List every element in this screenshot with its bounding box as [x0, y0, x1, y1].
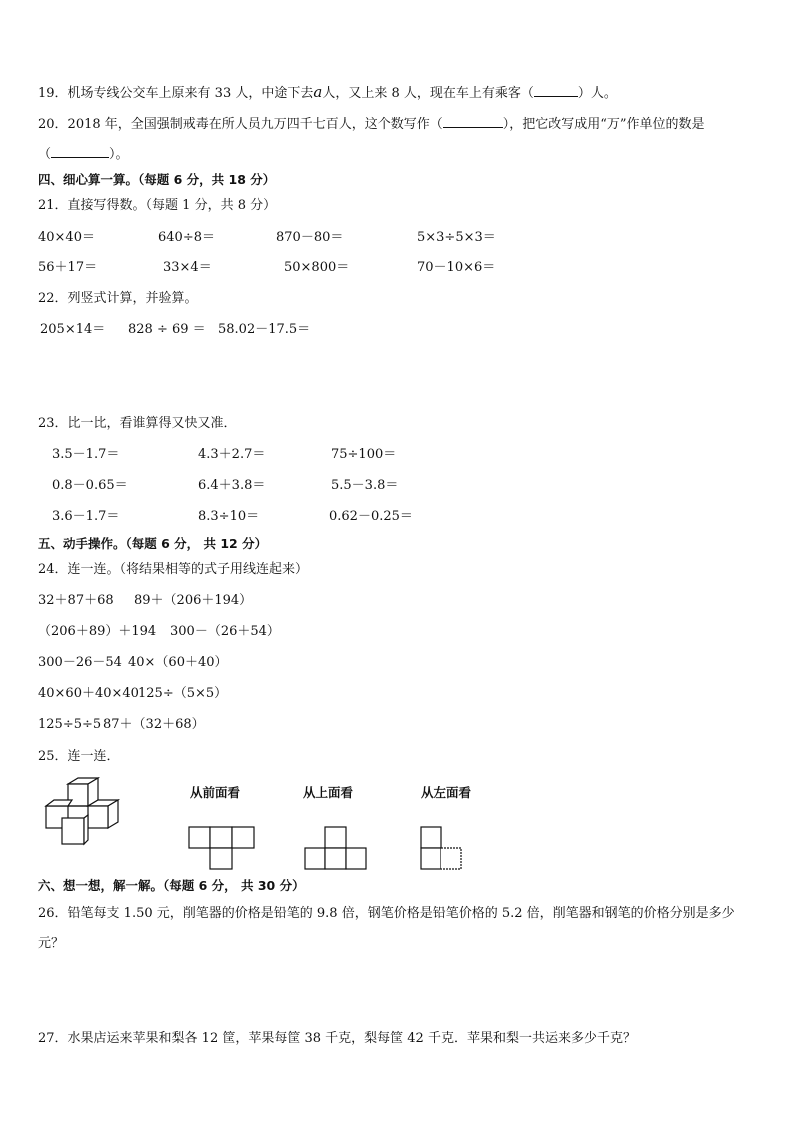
- q21-item: 5×3÷5×3＝: [417, 230, 496, 245]
- q24-right-expression[interactable]: 40×（60＋40）: [128, 655, 228, 670]
- q21-item: 640÷8＝: [158, 230, 215, 245]
- q20-text-c2: ）。: [109, 147, 129, 162]
- q23-item: 75÷100＝: [331, 447, 397, 462]
- q24-title: 24．连一连。（将结果相等的式子用线连起来）: [38, 562, 309, 577]
- q21-item: 56＋17＝: [38, 260, 98, 275]
- question-19: [38, 83, 617, 103]
- section-5-heading: 五、动手操作。（每题 6 分， 共 12 分）: [38, 536, 268, 551]
- question-20-cont: [38, 145, 129, 164]
- q24-left-expression[interactable]: （206＋89）＋194: [38, 624, 157, 639]
- q22-item: 205×14＝: [40, 322, 106, 337]
- q22-title: 22．列竖式计算，并验算。: [38, 291, 198, 306]
- q24-left-expression[interactable]: 32＋87＋68: [38, 593, 114, 608]
- q23-item: 0.8－0.65＝: [52, 478, 128, 493]
- q23-item: 3.5－1.7＝: [52, 447, 120, 462]
- q19-text-c: ）人。: [577, 86, 617, 101]
- q27-text: 27．水果店运来苹果和梨各 12 筐，苹果每筐 38 千克，梨每筐 42 千克．苹果和梨一共运来多少千克？: [38, 1031, 636, 1046]
- section-4-heading: 四、细心算一算。（每题 6 分，共 18 分）: [38, 172, 276, 187]
- q23-item: 6.4＋3.8＝: [198, 478, 266, 493]
- q22-item: 828 ÷ 69 ＝: [128, 322, 206, 337]
- q24-left-expression[interactable]: 40×60＋40×40: [38, 686, 139, 701]
- q19-answer-blank[interactable]: [534, 84, 578, 97]
- q23-item: 5.5－3.8＝: [331, 478, 399, 493]
- question-20: [38, 115, 705, 134]
- view-shape-front[interactable]: [188, 826, 256, 870]
- q23-title: 23．比一比，看谁算得又快又准．: [38, 416, 237, 431]
- view-label-left: 从左面看: [421, 785, 472, 800]
- q20-text-a: 20．2018 年，全国强制戒毒在所人员九万四千七百人，这个数写作（: [38, 117, 443, 132]
- view-shape-top[interactable]: [304, 826, 368, 870]
- q23-item: 8.3÷10＝: [198, 509, 260, 524]
- q20-text-c1: （: [38, 147, 52, 162]
- q19-text-b: 人，又上来 8 人，现在车上有乘客（: [322, 86, 534, 101]
- view-label-front: 从前面看: [190, 785, 241, 800]
- q20-answer-blank-2[interactable]: [51, 145, 109, 158]
- q21-item: 870－80＝: [276, 230, 344, 245]
- q20-answer-blank-1[interactable]: [443, 115, 503, 128]
- q24-right-expression[interactable]: 125÷（5×5）: [138, 686, 228, 701]
- q23-item: 4.3＋2.7＝: [198, 447, 266, 462]
- q21-title: 21．直接写得数。（每题 1 分，共 8 分）: [38, 198, 277, 213]
- q20-text-b: ），把它改写成用“万”作单位的数是: [502, 117, 705, 132]
- q23-item: 3.6－1.7＝: [52, 509, 120, 524]
- view-shape-left[interactable]: [420, 826, 464, 870]
- q21-item: 40×40＝: [38, 230, 95, 245]
- q24-right-expression[interactable]: 89＋（206＋194）: [134, 593, 253, 608]
- section-6-heading: 六、想一想，解一解。（每题 6 分， 共 30 分）: [38, 878, 305, 893]
- cube-stack-figure: [42, 780, 138, 852]
- q19-variable: a: [313, 83, 323, 101]
- q25-title: 25．连一连．: [38, 749, 120, 764]
- view-label-top: 从上面看: [303, 785, 354, 800]
- q21-item: 70－10×6＝: [417, 260, 496, 275]
- q24-right-expression[interactable]: 300－（26＋54）: [170, 624, 280, 639]
- q26-line-2: 元？: [38, 936, 65, 951]
- q24-left-expression[interactable]: 125÷5÷5: [38, 717, 102, 732]
- q26-line-1: 26．铅笔每支 1.50 元，削笔器的价格是铅笔的 9.8 倍，钢笔价格是铅笔价格的 5.2 倍，削笔器和钢笔的价格分别是多少: [38, 906, 735, 921]
- q24-right-expression[interactable]: 87＋（32＋68）: [103, 717, 205, 732]
- q22-item: 58.02－17.5＝: [218, 322, 311, 337]
- q21-item: 50×800＝: [284, 260, 350, 275]
- q19-text-a: 19．机场专线公交车上原来有 33 人，中途下去: [38, 86, 314, 101]
- q21-item: 33×4＝: [163, 260, 212, 275]
- q24-left-expression[interactable]: 300－26－54: [38, 655, 122, 670]
- q23-item: 0.62－0.25＝: [329, 509, 413, 524]
